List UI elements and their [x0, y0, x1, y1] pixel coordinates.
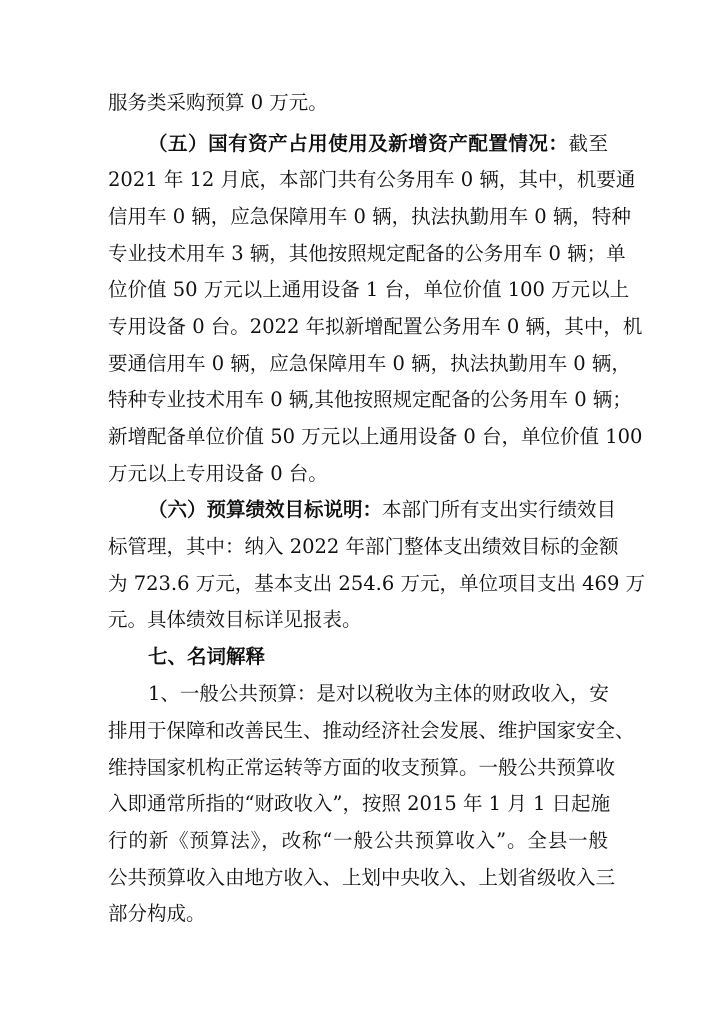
- paragraph-line: [108, 85, 608, 121]
- line-text: 万元以上专用设备 0 台。: [108, 462, 328, 485]
- line-text: 排用于保障和改善民生、推动经济社会发展、维护国家安全、: [108, 719, 635, 742]
- paragraph-line: [108, 199, 631, 235]
- section-heading-line: [148, 639, 608, 675]
- paragraph-line: [108, 419, 643, 455]
- paragraph-line: [148, 676, 608, 712]
- line-text: 新增配备单位价值 50 万元以上通用设备 0 台，单位价值 100: [108, 425, 643, 448]
- line-text: 要通信用车 0 辆，应急保障用车 0 辆，执法执勤用车 0 辆，: [108, 352, 631, 375]
- section-heading: （五）国有资产占用使用及新增资产配置情况：: [148, 132, 569, 155]
- line-text: 维持国家机构正常运转等方面的收支预算。一般公共预算收: [108, 756, 616, 779]
- line-text: 特种专业技术用车 0 辆,其他按照规定配备的公务用车 0 辆；: [108, 388, 632, 411]
- line-text: 标管理，其中：纳入 2022 年部门整体支出绩效目标的金额: [108, 535, 619, 558]
- line-text: 2021 年 12 月底，本部门共有公务用车 0 辆，其中，机要通: [108, 168, 636, 191]
- paragraph-line: [108, 566, 646, 602]
- line-text: 公共预算收入由地方收入、上划中央收入、上划省级收入三: [108, 866, 616, 889]
- paragraph-line: [108, 860, 616, 896]
- line-text: 专业技术用车 3 辆，其他按照规定配备的公务用车 0 辆；单: [108, 242, 626, 265]
- paragraph-line: [108, 456, 608, 492]
- line-text: 本部门所有支出实行绩效目: [382, 498, 617, 521]
- section-heading-line: [148, 126, 608, 162]
- paragraph-line: [108, 529, 619, 565]
- paragraph-line: [108, 272, 630, 308]
- line-text: 为 723.6 万元，基本支出 254.6 万元，单位项目支出 469 万: [108, 572, 646, 595]
- line-text: 位价值 50 万元以上通用设备 1 台，单位价值 100 万元以上: [108, 278, 630, 301]
- paragraph-line: [108, 382, 632, 418]
- line-text: 部分构成。: [108, 902, 206, 925]
- line-text: 截至: [568, 132, 608, 155]
- paragraph-line: [108, 309, 643, 345]
- section-heading: （六）预算绩效目标说明：: [148, 498, 383, 521]
- line-text: 信用车 0 辆，应急保障用车 0 辆，执法执勤用车 0 辆，特种: [108, 205, 631, 228]
- line-text: 1、一般公共预算：是对以税收为主体的财政收入，安: [148, 682, 609, 705]
- paragraph-line: [108, 346, 631, 382]
- line-text: 专用设备 0 台。2022 年拟新增配置公务用车 0 辆，其中，机: [108, 315, 643, 338]
- paragraph-line: [108, 750, 616, 786]
- paragraph-line: [108, 162, 636, 198]
- line-text: 元。具体绩效目标详见报表。: [108, 608, 362, 631]
- paragraph-line: [108, 602, 608, 638]
- paragraph-line: [108, 823, 608, 859]
- paragraph-line: [108, 236, 626, 272]
- section-heading: 七、名词解释: [148, 645, 266, 668]
- section-heading-line: [148, 492, 617, 528]
- paragraph-line: [108, 713, 635, 749]
- line-text: 行的新《预算法》，改称“一般公共预算收入”。全县一般: [108, 829, 608, 852]
- paragraph-line: [108, 896, 608, 932]
- line-text: 入即通常所指的“财政收入”，按照 2015 年 1 月 1 日起施: [108, 792, 611, 815]
- paragraph-line: [108, 786, 611, 822]
- line-text: 服务类采购预算 0 万元。: [108, 91, 328, 114]
